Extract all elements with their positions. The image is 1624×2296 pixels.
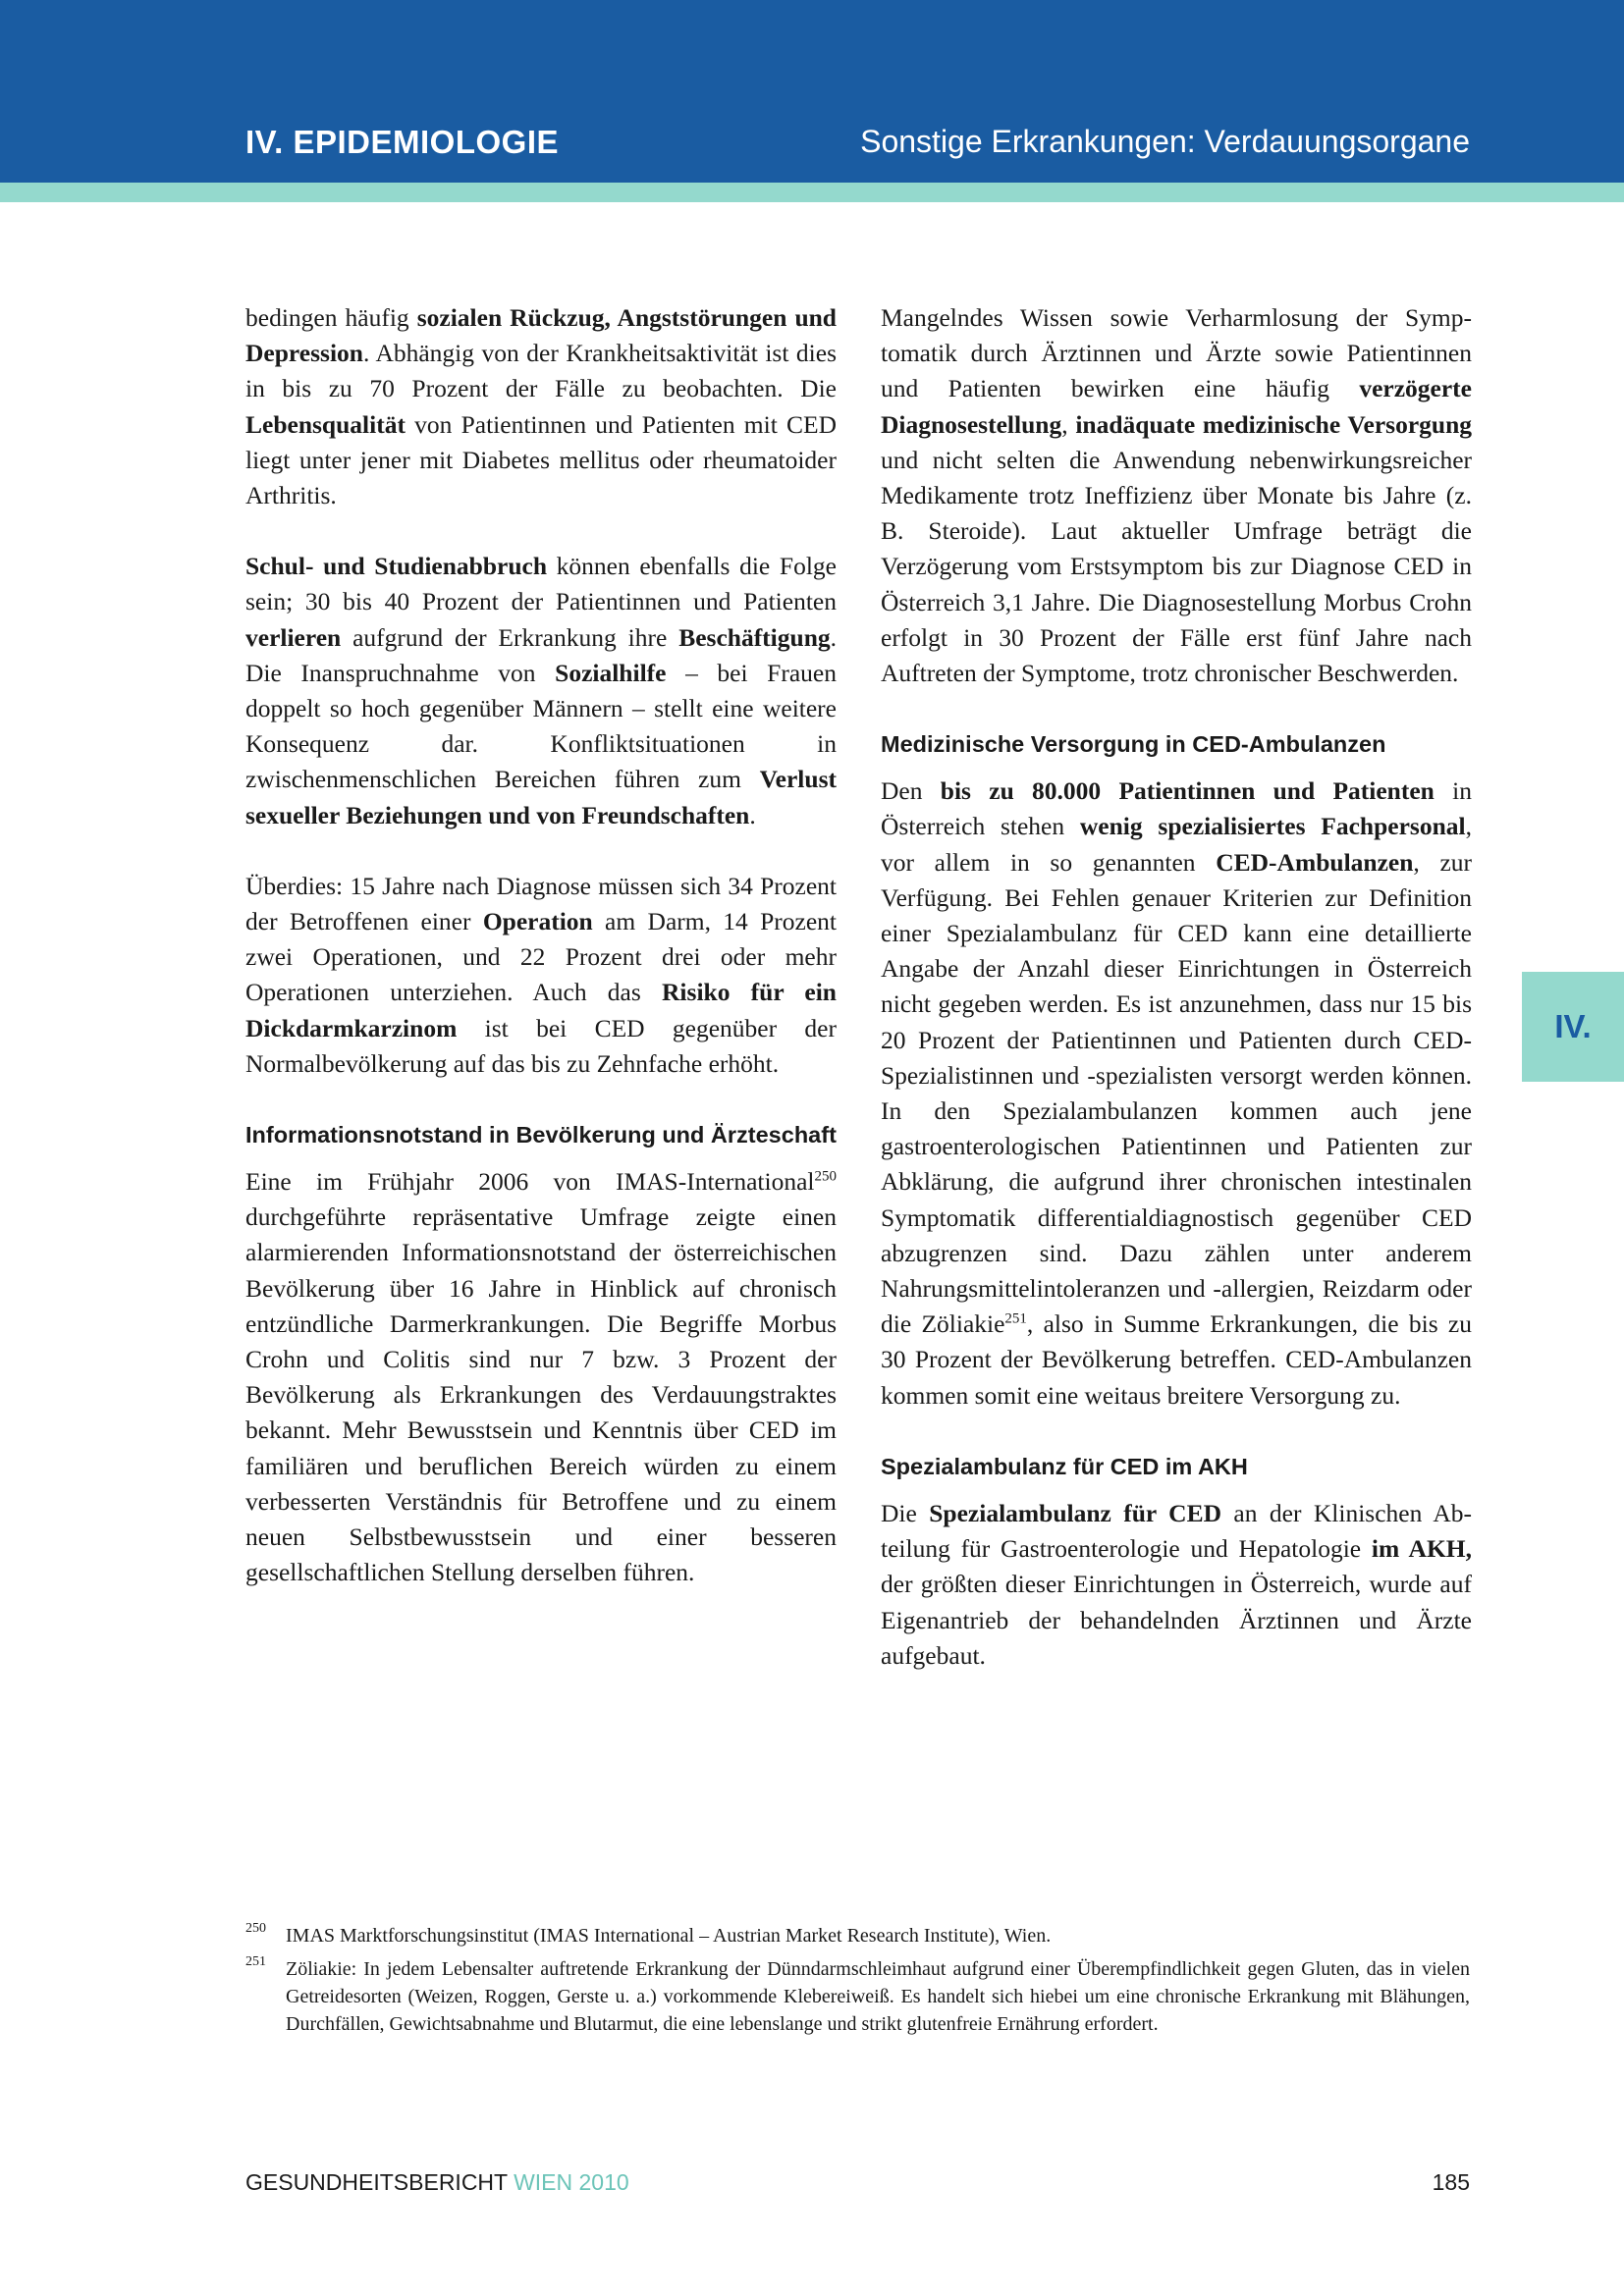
footer-title	[245, 2169, 629, 2196]
paragraph	[245, 869, 837, 1082]
footer-title-main: GESUNDHEITSBERICHT	[245, 2169, 508, 2195]
section-heading: Spezialambulanz für CED im AKH	[881, 1453, 1248, 1479]
text-run: . Abhängig von der Krankheitsaktivität ist dies in bis zu 70 Prozent der Fälle zu beobachten. Die	[245, 339, 837, 403]
emphasis: bis zu 80.000 Patientinnen und Patienten	[940, 776, 1435, 806]
emphasis: Spezialambulanz für CED	[929, 1498, 1222, 1527]
chapter-tab: IV.	[1522, 972, 1624, 1082]
text-run: Den	[881, 776, 941, 806]
paragraph	[881, 300, 1472, 691]
emphasis: Sozialhilfe	[555, 658, 667, 687]
right-column	[881, 300, 1472, 1674]
emphasis: Schul- und Studienabbruch	[245, 552, 548, 581]
text-run: ist bei CED gegenüber der Normalbevölkerung auf das bis zu Zehnfache erhöht.	[245, 1013, 837, 1078]
text-run: bedingen häufig	[245, 303, 417, 332]
text-run: und nicht selten die Anwendung nebenwirkungsreicher Medikamente trotz Ineffizienz über Monate bis Jahre (z. B. Steroide). Laut aktueller Umfrage beträgt die Verzögerung vom Erstsymptom bis zur Diagnose CED in Österreich 3,1 Jahre. Die Diagnosestellung Morbus Crohn erfolgt in 30 Prozent der Fälle erst fünf Jahre nach Auftreten der Symptome, trotz chronischer Beschwerden.	[881, 445, 1472, 688]
emphasis: sozialen Rückzug, Angststörungen und Depression	[245, 303, 837, 368]
text-run: , zur Verfügung. Bei Fehlen genauer Kriterien zur Definition einer Spezialambulanz für CED kann eine detaillierte Angabe der Anzahl dieser Einrichtungen in Österreich nicht gegeben werden. Es ist anzunehmen, dass nur 15 bis 20 Prozent der Patientinnen und Patienten durch CED-Spezialistinnen und -spezialisten versorgt werden können. In den Spezialambulanzen kommen auch jene gastroenterologischen Patientinnen und Patienten zur Abklärung, die aufgrund ihrer chronischen intestinalen Symptomatik differentialdiagnostisch gegenüber CED abzugrenzen sind. Dazu zählen unter anderem Nahrungsmittelintoleranzen und -allergien, Reizdarm oder die Zöliakie	[881, 847, 1472, 1339]
text-run: am Darm, 14 Prozent zwei Operationen, und 22 Prozent drei oder mehr Operationen unterziehen. Auch das	[245, 907, 838, 1007]
section-title: IV. EPIDEMIOLOGIE	[245, 124, 560, 160]
emphasis: wenig spezialisiertes Fachpersonal	[1079, 812, 1466, 841]
footnote-number: 250	[245, 1921, 266, 1936]
footer-title-accent: WIEN 2010	[514, 2169, 629, 2195]
text-run: an der Klinischen Abteilung für Gastroenterologie und Hepatologie	[881, 1498, 1473, 1564]
text-run: von Patientinnen und Patienten mit CED liegt unter jener mit Diabetes mellitus oder rheumatoider Arthritis.	[245, 409, 837, 510]
footnotes	[245, 1922, 1470, 2044]
paragraph	[881, 1496, 1472, 1674]
paragraph	[245, 1164, 837, 1590]
emphasis: verzögerte Diagnosestellung	[881, 374, 1472, 439]
paragraph	[245, 549, 837, 833]
footnote-text: IMAS Marktforschungsinstitut (IMAS International – Austrian Market Research Institute), Wien.	[286, 1925, 1052, 1947]
text-run: aufgrund der Erkrankung ihre	[341, 622, 679, 652]
emphasis: CED-Ambulanzen	[1216, 847, 1414, 877]
footnote-number: 251	[245, 1954, 266, 1969]
text-run: können ebenfalls die Folge sein; 30 bis 40 Prozent der Patientinnen und Patienten	[245, 552, 837, 616]
text-run: .	[749, 800, 756, 829]
header-stripe	[0, 183, 1624, 202]
footnote-text: Zöliakie: In jedem Lebensalter auftretende Erkrankung der Dünndarmschleimhaut aufgrund einer Überempfindlichkeit gegen Gluten, das in vielen Getreidesorten (Weizen, Roggen, Gerste u. a.) vorkommende Klebereiweiß. Es handelt sich hiebei um eine chronische Erkrankung mit Blähungen, Durchfällen, Gewichtsabnahme und Blutarmut, die eine lebenslange und strikt glutenfreie Ernährung erfordert.	[286, 1958, 1470, 2035]
emphasis: verlieren	[245, 622, 342, 652]
emphasis: Risiko für ein Dickdarmkarzinom	[245, 978, 837, 1042]
text-run: in Österreich stehen	[881, 776, 1472, 841]
footnote-ref: 251	[1004, 1310, 1027, 1327]
page-number: 185	[1432, 2169, 1470, 2195]
topic-title: Sonstige Erkrankungen: Verdauungsorgane	[860, 124, 1470, 159]
emphasis: inadäquate medizinische Versorgung	[1075, 409, 1472, 439]
text-run: der größten dieser Einrichtungen in Österreich, wurde auf Eigenantrieb der behandelnden Ärztinnen und Ärzte aufgebaut.	[881, 1570, 1472, 1670]
section-heading: Informationsnotstand in Bevölkerung und Ärzteschaft	[245, 1122, 837, 1148]
text-run: ,	[1061, 409, 1076, 439]
text-run: – bei Frauen doppelt so hoch gegenüber Männern – stellt eine weitere Konsequenz dar. Konfliktsituationen in zwischenmenschlichen Bereichen führen zum	[245, 658, 837, 794]
emphasis: Lebensqualität	[245, 409, 406, 439]
footnote	[245, 1922, 1470, 1949]
text-run: durchgeführte repräsentative Umfrage zeigte einen alarmierenden Informationsnotstand der österreichischen Bevölkerung über 16 Jahre in Hinblick auf chronisch entzündliche Darmerkrankungen. Die Begriffe Morbus Crohn und Colitis sind nur 7 bzw. 3 Prozent der Bevölkerung als Erkrankungen des Verdauungstraktes bekannt. Mehr Bewusstsein und Kenntnis über CED im familiären und beruflichen Bereich würden zu einem verbesserten Verständnis für Betroffene und zu einem neuen Selbstbewusstsein und einer besseren gesellschaftlichen Stellung derselben führen.	[245, 1202, 837, 1587]
text-run: , also in Summe Erkrankungen, die bis zu 30 Prozent der Bevölkerung betreffen. CED-Ambulanzen kommen somit eine weitaus breitere Versorgung zu.	[881, 1309, 1472, 1410]
emphasis: Verlust sexueller Beziehungen und von Freundschaften	[245, 765, 837, 829]
emphasis: Operation	[482, 907, 593, 936]
text-run: . Die Inanspruchnahme von	[245, 622, 837, 687]
footnote	[245, 1955, 1470, 2038]
footnote-ref: 250	[814, 1168, 837, 1185]
text-run: Überdies: 15 Jahre nach Diagnose müssen sich 34 Prozent der Betroffenen einer	[245, 871, 837, 936]
emphasis: im AKH,	[1371, 1534, 1472, 1564]
text-run: Mangelndes Wissen sowie Verharmlosung der Symptomatik durch Ärztinnen und Ärzte sowie Patientinnen und Patienten bewirken eine häufig	[881, 303, 1472, 403]
left-column	[245, 300, 837, 1591]
text-run: Die	[881, 1498, 930, 1527]
text-run: , vor allem in so genannten	[881, 812, 1472, 877]
section-heading: Medizinische Versorgung in CED-Ambulanzen	[881, 731, 1386, 758]
paragraph	[881, 774, 1472, 1414]
text-run: Eine im Frühjahr 2006 von IMAS-International	[245, 1167, 815, 1197]
paragraph	[245, 300, 837, 513]
emphasis: Beschäftigung	[678, 622, 831, 652]
